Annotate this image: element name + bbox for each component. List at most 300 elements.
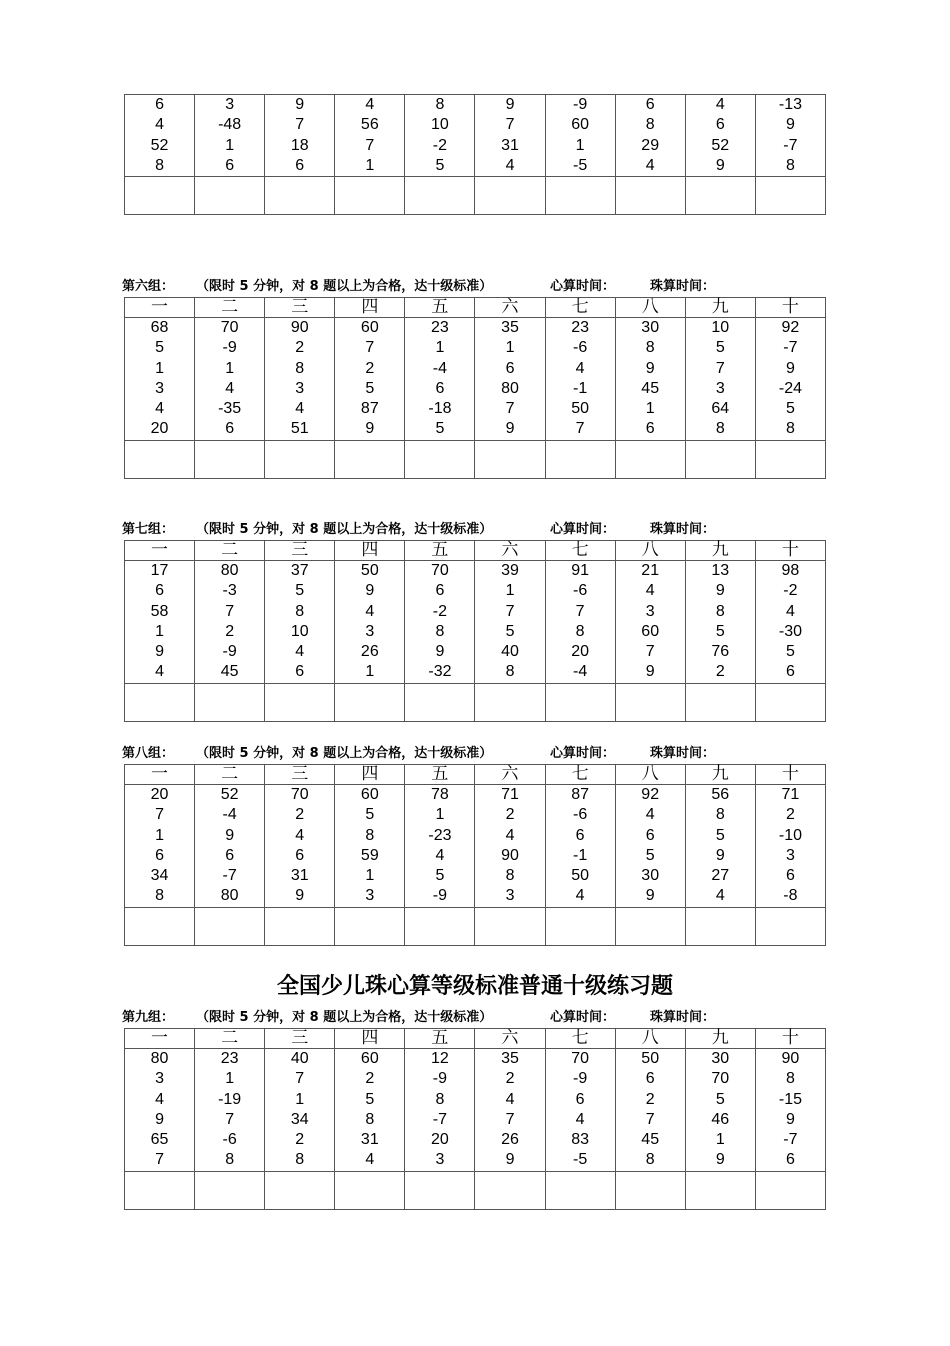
problem-number: 9 (155, 643, 164, 661)
column-header-row (125, 765, 826, 785)
problem-number: 6 (645, 1070, 655, 1088)
group-label: 第七组： (122, 522, 175, 537)
problem-number: 3 (435, 1151, 445, 1169)
problem-number: 9 (505, 1151, 515, 1169)
answer-cell[interactable] (125, 907, 195, 945)
problem-number: -3 (222, 582, 237, 600)
problem-number: 5 (715, 622, 725, 640)
problem-column (405, 561, 475, 684)
problem-number: 60 (360, 319, 379, 336)
problem-number: 6 (645, 826, 655, 844)
problem-column (195, 785, 265, 908)
answer-cell[interactable] (475, 440, 545, 478)
problem-number: 40 (290, 1050, 309, 1067)
problem-number: 80 (220, 887, 239, 905)
problem-number: 3 (295, 379, 305, 397)
problem-number: -35 (218, 400, 242, 418)
problem-number: 34 (290, 1110, 309, 1128)
column-label: 二 (195, 1029, 265, 1049)
problem-number: 4 (645, 582, 655, 600)
problem-column (685, 95, 755, 177)
problem-number: 9 (715, 1151, 725, 1169)
problem-number: 3 (365, 622, 375, 640)
problem-number: 5 (365, 1090, 375, 1108)
answer-cell[interactable] (265, 683, 335, 721)
answer-cell[interactable] (685, 1171, 755, 1209)
problem-number: 8 (645, 1151, 655, 1169)
column-label: 七 (545, 765, 615, 785)
problem-column (335, 95, 405, 177)
problem-number: 5 (715, 826, 725, 844)
problem-number: 7 (645, 1110, 655, 1128)
problem-column (405, 95, 475, 177)
problem-column (685, 561, 755, 684)
problem-number: 6 (295, 663, 305, 681)
column-label: 一 (125, 541, 195, 561)
answer-cell[interactable] (405, 177, 475, 215)
problem-column (125, 785, 195, 908)
problem-number: 50 (360, 562, 379, 579)
problem-number: -6 (572, 806, 588, 824)
problem-number: 9 (645, 359, 655, 377)
answer-cell[interactable] (615, 683, 685, 721)
answer-cell[interactable] (545, 1171, 615, 1209)
problem-number: 8 (785, 420, 795, 438)
problem-number: 5 (645, 846, 655, 864)
problem-number: 18 (290, 136, 309, 154)
problem-number: 1 (365, 156, 375, 174)
problem-number: 9 (785, 359, 795, 377)
problem-number: 17 (150, 562, 169, 579)
problem-number: -9 (572, 96, 588, 113)
problem-column (475, 95, 545, 177)
column-label: 十 (755, 765, 825, 785)
answer-cell[interactable] (405, 440, 475, 478)
problem-number: 9 (365, 582, 375, 600)
problem-number: 20 (150, 420, 169, 438)
answer-cell[interactable] (685, 907, 755, 945)
answer-cell[interactable] (335, 440, 405, 478)
problem-number: 7 (225, 1110, 235, 1128)
problem-number: 6 (225, 156, 235, 174)
problem-column (545, 785, 615, 908)
problem-column (685, 1049, 755, 1172)
problem-number: 13 (711, 562, 730, 579)
problem-number: 90 (501, 846, 519, 864)
problem-number: 5 (715, 339, 725, 357)
problem-number: 6 (785, 867, 795, 885)
problem-number: 9 (365, 420, 375, 438)
mental-time-label: 心算时间： (550, 1010, 616, 1025)
column-label: 三 (265, 541, 335, 561)
answer-cell[interactable] (265, 177, 335, 215)
problem-number: 2 (715, 663, 725, 681)
problem-number: 3 (155, 1070, 164, 1088)
problem-number: 4 (365, 96, 375, 113)
column-label: 四 (335, 541, 405, 561)
answer-cell[interactable] (335, 907, 405, 945)
column-label: 七 (545, 541, 615, 561)
answer-row (125, 683, 826, 721)
problem-number: 10 (711, 319, 730, 336)
problem-column (545, 561, 615, 684)
group-label: 第九组： (122, 1010, 175, 1025)
problem-column (755, 561, 825, 684)
abacus-time-label: 珠算时间： (650, 522, 716, 537)
problem-number: 4 (295, 826, 305, 844)
column-label: 二 (195, 541, 265, 561)
answer-cell[interactable] (475, 907, 545, 945)
problem-number: 29 (641, 136, 660, 154)
problem-number: -24 (778, 379, 802, 397)
problem-number: 1 (295, 1090, 305, 1108)
problem-number: 4 (155, 1090, 164, 1108)
problem-number: -4 (432, 359, 448, 377)
answer-cell[interactable] (545, 177, 615, 215)
problem-number: 87 (571, 786, 589, 803)
answer-cell[interactable] (755, 683, 825, 721)
problem-number: 3 (715, 379, 725, 397)
problem-number: 1 (225, 1070, 235, 1088)
problem-number: 1 (225, 359, 235, 377)
problem-number: 6 (715, 116, 725, 134)
problem-number: 1 (225, 136, 235, 154)
problem-number: 45 (641, 379, 660, 397)
answer-cell[interactable] (685, 177, 755, 215)
answer-cell[interactable] (335, 177, 405, 215)
problem-number: 50 (571, 867, 589, 885)
answer-cell[interactable] (335, 1171, 405, 1209)
problem-column (195, 1049, 265, 1172)
problem-number: 7 (365, 339, 375, 357)
problem-number: 7 (505, 602, 515, 620)
answer-cell[interactable] (195, 907, 265, 945)
column-label: 一 (125, 298, 195, 318)
column-label: 九 (685, 765, 755, 785)
problem-table (124, 297, 826, 479)
problem-number: -6 (572, 582, 588, 600)
problem-number: -6 (572, 339, 588, 357)
problem-number: 21 (641, 562, 660, 579)
problem-number: 2 (505, 806, 515, 824)
problem-column (265, 95, 335, 177)
problem-number: 23 (220, 1050, 239, 1067)
problem-number: 4 (505, 156, 515, 174)
answer-cell[interactable] (265, 907, 335, 945)
problem-number: 6 (225, 846, 235, 864)
answer-cell[interactable] (125, 440, 195, 478)
problem-number: 7 (505, 400, 515, 418)
problem-number: 20 (150, 786, 169, 803)
problem-number: -7 (432, 1110, 448, 1128)
column-label: 六 (475, 541, 545, 561)
problem-number: -7 (783, 136, 798, 154)
problem-number: -18 (428, 400, 452, 418)
column-label: 五 (405, 541, 475, 561)
answer-row (125, 440, 826, 478)
problem-number: 8 (785, 1070, 795, 1088)
problem-number: 4 (295, 400, 305, 418)
problem-number: 52 (150, 136, 169, 154)
column-label: 三 (265, 298, 335, 318)
problem-column (615, 561, 685, 684)
problem-number: 68 (150, 319, 169, 336)
problem-column (755, 95, 825, 177)
problem-number: 8 (365, 1110, 375, 1128)
column-label: 九 (685, 298, 755, 318)
answer-cell[interactable] (125, 177, 195, 215)
column-label: 五 (405, 765, 475, 785)
problem-number: 34 (150, 867, 169, 885)
problem-number: -7 (222, 867, 237, 885)
problem-number: 2 (505, 1070, 515, 1088)
problem-number: 6 (505, 359, 515, 377)
problem-number: 35 (501, 319, 519, 336)
problem-number: 1 (505, 339, 515, 357)
problem-number: -30 (778, 622, 802, 640)
answer-cell[interactable] (475, 177, 545, 215)
problem-number: 1 (365, 867, 375, 885)
problem-number: 9 (155, 1110, 164, 1128)
problem-number: 26 (360, 643, 379, 661)
problem-number: 9 (435, 643, 445, 661)
answer-cell[interactable] (615, 907, 685, 945)
answer-cell[interactable] (755, 177, 825, 215)
problem-number: -9 (222, 339, 237, 357)
problem-number: 6 (785, 1151, 795, 1169)
problem-number: 60 (641, 622, 660, 640)
problem-column (615, 318, 685, 441)
column-label: 六 (475, 1029, 545, 1049)
answer-cell[interactable] (195, 1171, 265, 1209)
answer-cell[interactable] (685, 440, 755, 478)
problem-number: -10 (778, 826, 802, 844)
problem-number: 2 (365, 359, 375, 377)
numbers-row (125, 561, 826, 684)
mental-time-label: 心算时间： (550, 746, 616, 761)
problem-number: 5 (155, 339, 164, 357)
answer-cell[interactable] (125, 683, 195, 721)
problem-number: 8 (505, 867, 515, 885)
problem-number: 45 (220, 663, 239, 681)
column-label: 四 (335, 298, 405, 318)
group-header (122, 1008, 882, 1028)
column-label: 六 (475, 765, 545, 785)
problem-number: 4 (155, 400, 164, 418)
problem-column (755, 318, 825, 441)
problem-number: 52 (711, 136, 730, 154)
problem-number: 9 (715, 582, 725, 600)
column-label: 三 (265, 765, 335, 785)
column-header-row (125, 1029, 826, 1049)
problem-number: 65 (150, 1131, 169, 1149)
answer-cell[interactable] (545, 683, 615, 721)
problem-column (475, 318, 545, 441)
problem-number: 4 (505, 1090, 515, 1108)
problem-number: 9 (505, 420, 515, 438)
group-label: 第八组： (122, 746, 175, 761)
answer-cell[interactable] (405, 1171, 475, 1209)
problem-number: 6 (295, 846, 305, 864)
problem-number: 4 (575, 1110, 585, 1128)
problem-number: 1 (505, 582, 515, 600)
answer-cell[interactable] (265, 440, 335, 478)
column-label: 九 (685, 1029, 755, 1049)
problem-number: 8 (505, 663, 515, 681)
answer-cell[interactable] (545, 440, 615, 478)
problem-number: 3 (365, 887, 375, 905)
answer-cell[interactable] (545, 907, 615, 945)
problem-number: 51 (290, 420, 309, 438)
problem-number: 6 (435, 379, 445, 397)
problem-number: 8 (715, 806, 725, 824)
problem-number: 4 (645, 156, 655, 174)
problem-number: 40 (501, 643, 519, 661)
problem-number: 8 (225, 1151, 235, 1169)
problem-column (335, 1049, 405, 1172)
problem-number: -23 (428, 826, 452, 844)
problem-number: 8 (155, 156, 164, 174)
group-header (122, 520, 882, 540)
problem-number: 6 (295, 156, 305, 174)
problem-column (265, 1049, 335, 1172)
problem-number: 6 (785, 663, 795, 681)
answer-cell[interactable] (755, 907, 825, 945)
problem-column (475, 561, 545, 684)
problem-number: 83 (571, 1131, 589, 1149)
problem-column (125, 95, 195, 177)
numbers-row (125, 318, 826, 441)
problem-number: 37 (290, 562, 309, 579)
problem-number: 90 (781, 1050, 800, 1067)
problem-number: 8 (645, 116, 655, 134)
problem-number: -48 (218, 116, 242, 134)
column-label: 八 (615, 765, 685, 785)
problem-number: 8 (435, 1090, 445, 1108)
answer-cell[interactable] (475, 1171, 545, 1209)
problem-number: 9 (645, 887, 655, 905)
problem-number: 6 (645, 96, 655, 113)
problem-number: -2 (783, 582, 798, 600)
problem-number: 31 (360, 1131, 379, 1149)
problem-number: 9 (295, 96, 305, 113)
problem-number: -2 (432, 136, 448, 154)
problem-number: -13 (778, 96, 802, 113)
problem-column (755, 1049, 825, 1172)
problem-number: 8 (155, 887, 164, 905)
problem-number: 6 (155, 846, 164, 864)
problem-number: 8 (365, 826, 375, 844)
answer-cell[interactable] (335, 683, 405, 721)
answer-cell[interactable] (755, 1171, 825, 1209)
column-label: 五 (405, 1029, 475, 1049)
problem-number: 30 (711, 1050, 730, 1067)
problem-number: 60 (360, 786, 379, 803)
answer-cell[interactable] (615, 177, 685, 215)
problem-number: 8 (295, 1151, 305, 1169)
column-label: 四 (335, 765, 405, 785)
column-label: 五 (405, 298, 475, 318)
problem-number: 4 (365, 602, 375, 620)
column-label: 二 (195, 298, 265, 318)
problem-number: 76 (711, 643, 730, 661)
problem-number: 23 (431, 319, 449, 336)
problem-number: 2 (645, 1090, 655, 1108)
problem-number: -5 (572, 1151, 588, 1169)
column-label: 十 (755, 298, 825, 318)
problem-column (125, 1049, 195, 1172)
numbers-row (125, 785, 826, 908)
problem-column (335, 785, 405, 908)
problem-number: 10 (290, 622, 309, 640)
rule-text: （限时 5 分钟，对 8 题以上为合格，达十级标准） (196, 1010, 493, 1025)
problem-column (615, 785, 685, 908)
answer-cell[interactable] (475, 683, 545, 721)
answer-cell[interactable] (685, 683, 755, 721)
problem-number: -4 (222, 806, 237, 824)
numbers-row (125, 95, 826, 177)
problem-number: 30 (641, 867, 660, 885)
problem-column (265, 561, 335, 684)
problem-number: 1 (435, 339, 445, 357)
problem-column (615, 1049, 685, 1172)
problem-column (755, 785, 825, 908)
problem-number: 9 (715, 156, 725, 174)
problem-column (545, 1049, 615, 1172)
rule-text: （限时 5 分钟，对 8 题以上为合格，达十级标准） (196, 746, 493, 761)
problem-number: -1 (572, 846, 588, 864)
problem-number: -7 (783, 1131, 798, 1149)
answer-cell[interactable] (615, 440, 685, 478)
answer-cell[interactable] (125, 1171, 195, 1209)
answer-cell[interactable] (405, 907, 475, 945)
problem-number: 70 (220, 319, 239, 336)
problem-number: 6 (575, 826, 585, 844)
problem-number: 6 (225, 420, 235, 438)
group-label: 第六组： (122, 279, 175, 294)
problem-number: 9 (715, 846, 725, 864)
answer-cell[interactable] (195, 440, 265, 478)
answer-cell[interactable] (615, 1171, 685, 1209)
problem-number: 39 (501, 562, 519, 579)
problem-number: -5 (572, 156, 588, 174)
answer-cell[interactable] (195, 683, 265, 721)
problem-number: 4 (575, 887, 585, 905)
column-header-row (125, 541, 826, 561)
answer-cell[interactable] (405, 683, 475, 721)
problem-column (335, 561, 405, 684)
problem-number: 23 (571, 319, 589, 336)
problem-column (615, 95, 685, 177)
problem-number: 8 (295, 359, 305, 377)
answer-cell[interactable] (755, 440, 825, 478)
answer-cell[interactable] (195, 177, 265, 215)
column-label: 八 (615, 541, 685, 561)
problem-number: 90 (290, 319, 309, 336)
problem-number: 5 (435, 867, 445, 885)
problem-number: 2 (295, 806, 305, 824)
problem-column (685, 785, 755, 908)
problem-number: 5 (295, 582, 305, 600)
problem-number: 80 (501, 379, 519, 397)
problem-number: 60 (360, 1050, 379, 1067)
answer-cell[interactable] (265, 1171, 335, 1209)
problem-number: 7 (645, 643, 655, 661)
problem-number: 2 (365, 1070, 375, 1088)
problem-number: 64 (711, 400, 730, 418)
problem-number: 4 (225, 379, 235, 397)
problem-column (475, 1049, 545, 1172)
